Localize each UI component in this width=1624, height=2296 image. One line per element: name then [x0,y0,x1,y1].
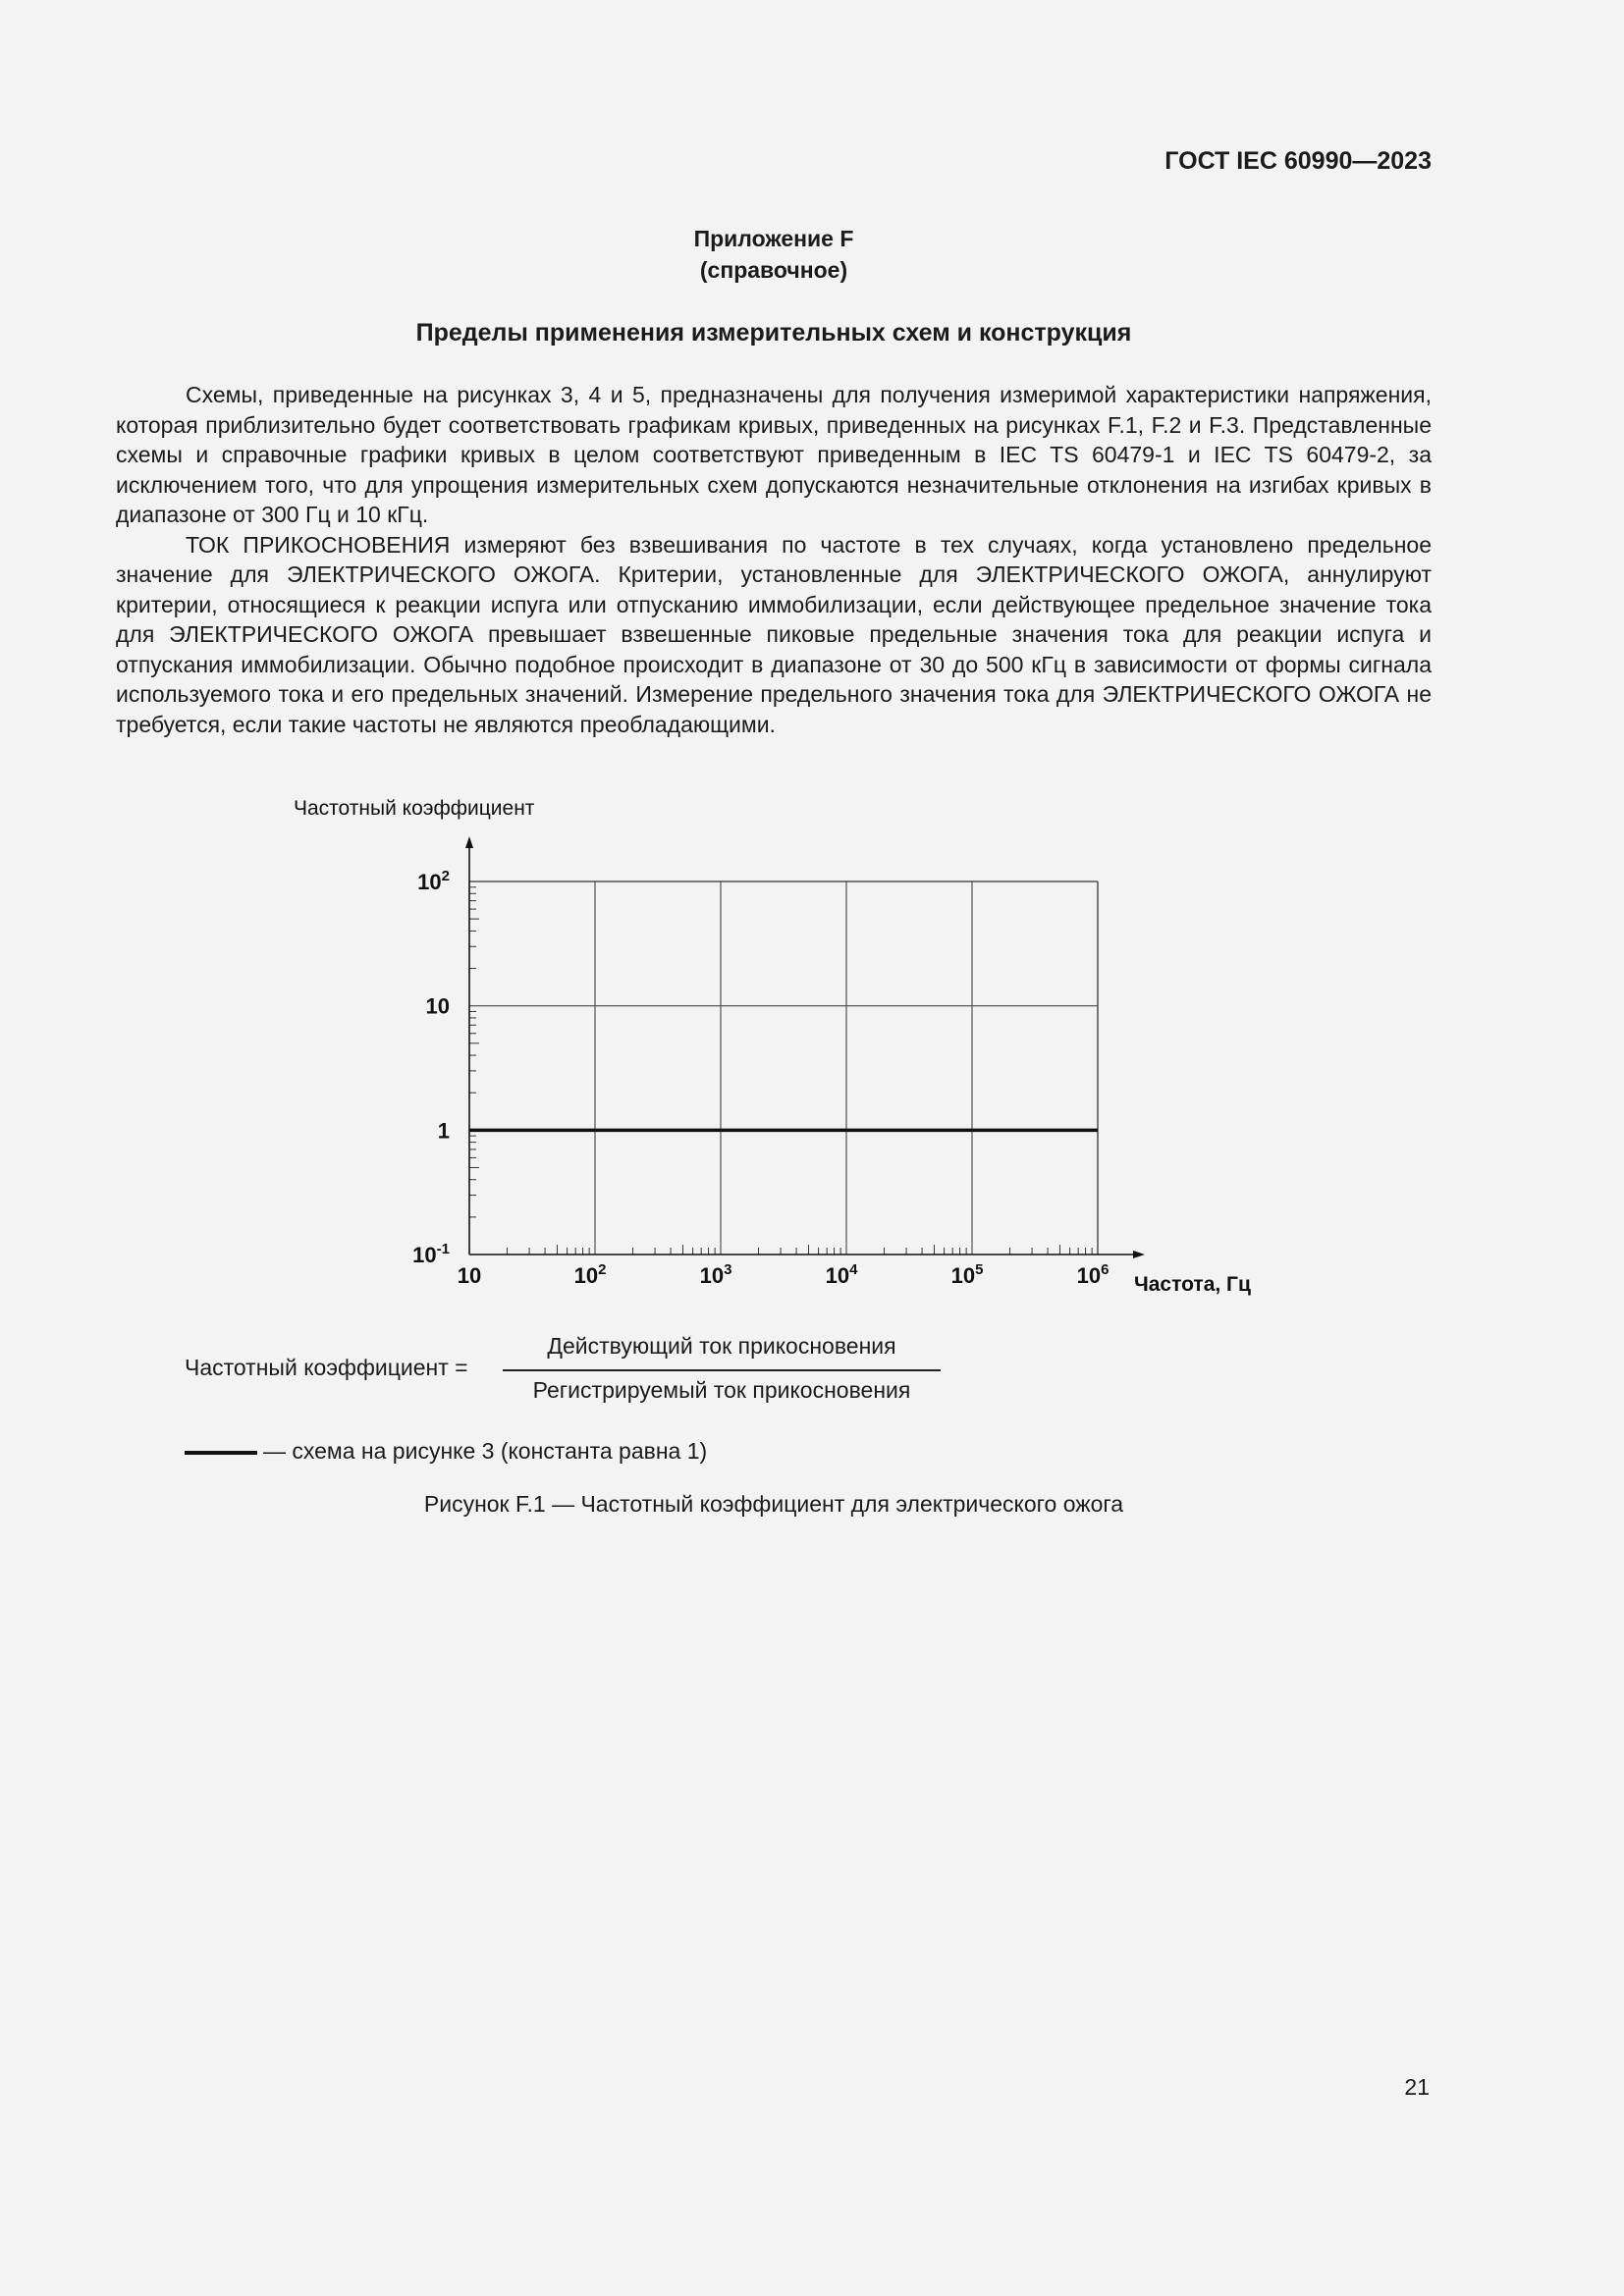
y-axis-label: Частотный коэффициент [294,797,535,820]
x-axis-label: Частота, Гц [1134,1273,1251,1296]
formula-lhs: Частотный коэффициент = [185,1355,468,1380]
formula-denominator: Регистрируемый ток прикосновения [532,1377,911,1403]
y-tick-label: 1 [437,1118,450,1144]
y-tick-label: $10^2$ [417,868,450,894]
x-tick-label: $10^4$ [825,1261,858,1288]
paragraph: Схемы, приведенные на рисунках 3, 4 и 5, предназначены для получения измеримой характеристики напряжения, которая приблизительно будет соответствовать графикам кривых, приведенных на рисунках F.1, F.2 и F.3. Представленные схемы и справочные графики кривых в целом соответствуют приведенным в IEC TS 60479-1 и IEC TS 60479-2, за исключением того, что для упрощения измерительных схем допускаются незначительные отклонения на изгибах кривых в диапазоне от 300 Гц и 10 кГц. [116,382,1432,527]
document-header: ГОСТ IEC 60990—2023 [1164,147,1432,175]
appendix-subtitle: (справочное) [699,257,848,283]
appendix-title: Приложение F [693,226,854,251]
formula-numerator: Действующий ток прикосновения [547,1333,896,1359]
fraction-bar [503,1369,941,1371]
x-tick-label: $10^3$ [699,1261,732,1288]
x-tick-label: $10^5$ [950,1261,984,1288]
y-tick-label: 10 [425,993,450,1019]
legend-line-sample [185,1451,257,1455]
body-text [116,380,1432,739]
y-tick-label: $10^{-1}$ [412,1241,450,1267]
frequency-factor-chart [0,775,1624,1325]
paragraph: ТОК ПРИКОСНОВЕНИЯ измеряют без взвешивания по частоте в тех случаях, когда установлено предельное значение для ЭЛЕКТРИЧЕСКОГО ОЖОГА. Критерии, установленные для ЭЛЕКТРИЧЕСКОГО ОЖОГА, аннулируют критерии, относящиеся к реакции испуга или отпусканию иммобилизации, если действующее предельное значение тока для ЭЛЕКТРИЧЕСКОГО ОЖОГА превышает взвешенные пиковые предельные значения тока для реакции испуга и отпускания иммобилизации. Обычно подобное происходит в диапазоне от 30 до 500 кГц в зависимости от формы сигнала используемого тока и его предельных значений. Измерение предельного значения тока для ЭЛЕКТРИЧЕСКОГО ОЖОГА не требуется, если такие частоты не являются преобладающими. [116,531,1432,737]
x-axis-arrow [1133,1251,1145,1258]
section-title: Пределы применения измерительных схем и конструкция [415,319,1132,347]
page-number: 21 [1404,2074,1430,2100]
figure-caption: Рисунок F.1 — Частотный коэффициент для электрического ожога [423,1491,1124,1517]
legend-text: — схема на рисунке 3 (константа равна 1) [263,1438,708,1464]
x-tick-label: $10^6$ [1076,1261,1110,1288]
x-tick-label: $10^2$ [573,1261,607,1288]
x-tick-label: 10 [457,1263,482,1288]
y-axis-arrow [465,836,473,848]
